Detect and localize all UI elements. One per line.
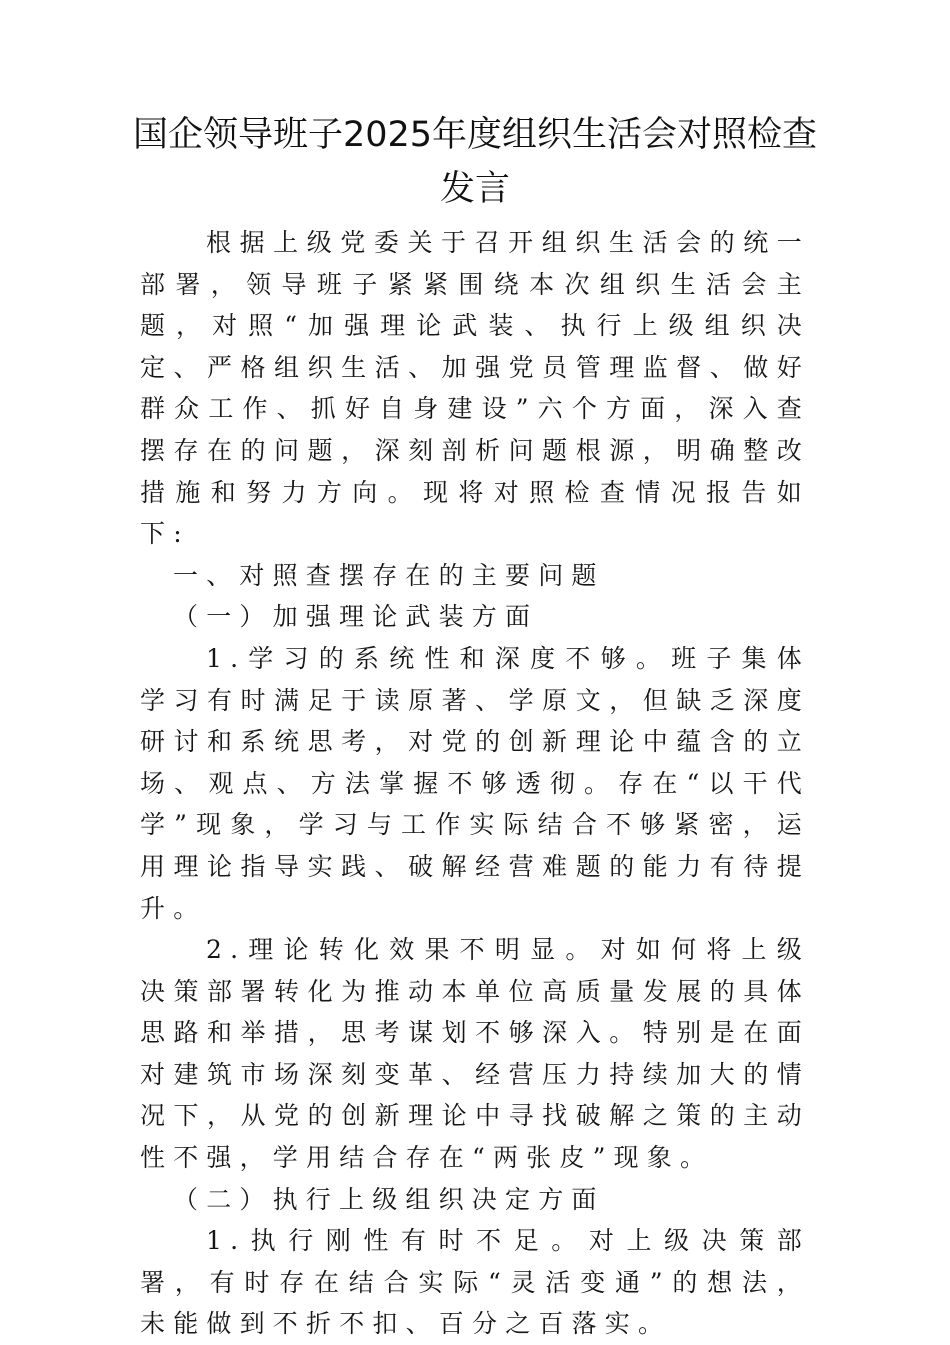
- item-paragraph-theory-transformation: 2.理论转化效果不明显。对如何将上级决策部署转化为推动本单位高质量发展的具体思路和举措，思考谋划不够深入。特别是在面对建筑市场深刻变革、经营压力持续加大的情况下，从党的创新理论中寻找破解之策的主动性不强，学用结合存在“两张皮”现象。: [140, 935, 810, 1173]
- subsection-heading-theory: （一）加强理论武装方面: [173, 602, 539, 632]
- intro-paragraph: 根据上级党委关于召开组织生活会的统一部署，领导班子紧紧围绕本次组织生活会主题，对照“加强理论武装、执行上级组织决定、严格组织生活、加强党员管理监督、做好群众工作、抓好自身建设”六个方面，深入查摆存在的问题，深刻剖析问题根源，明确整改措施和努力方向。现将对照检查情况报告如下:: [140, 228, 810, 549]
- section-heading-problems: 一、对照查摆存在的主要问题: [173, 560, 605, 590]
- item-paragraph-study-depth: 1.学习的系统性和深度不够。班子集体学习有时满足于读原著、学原文，但缺乏深度研讨和系统思考，对党的创新理论中蕴含的立场、观点、方法掌握不够透彻。存在“以干代学”现象，学习与工作实际结合不够紧密，运用理论指导实践、破解经营难题的能力有待提升。: [140, 643, 810, 923]
- subsection-heading-execution: （二）执行上级组织决定方面: [173, 1184, 605, 1214]
- document-title: 国企领导班子2025年度组织生活会对照检查发言: [132, 115, 818, 209]
- item-paragraph-execution-rigidity: 1.执行刚性有时不足。对上级决策部署，有时存在结合实际“灵活变通”的想法，未能做到不折不扣、百分之百落实。: [140, 1226, 810, 1339]
- document-body: [140, 222, 810, 1345]
